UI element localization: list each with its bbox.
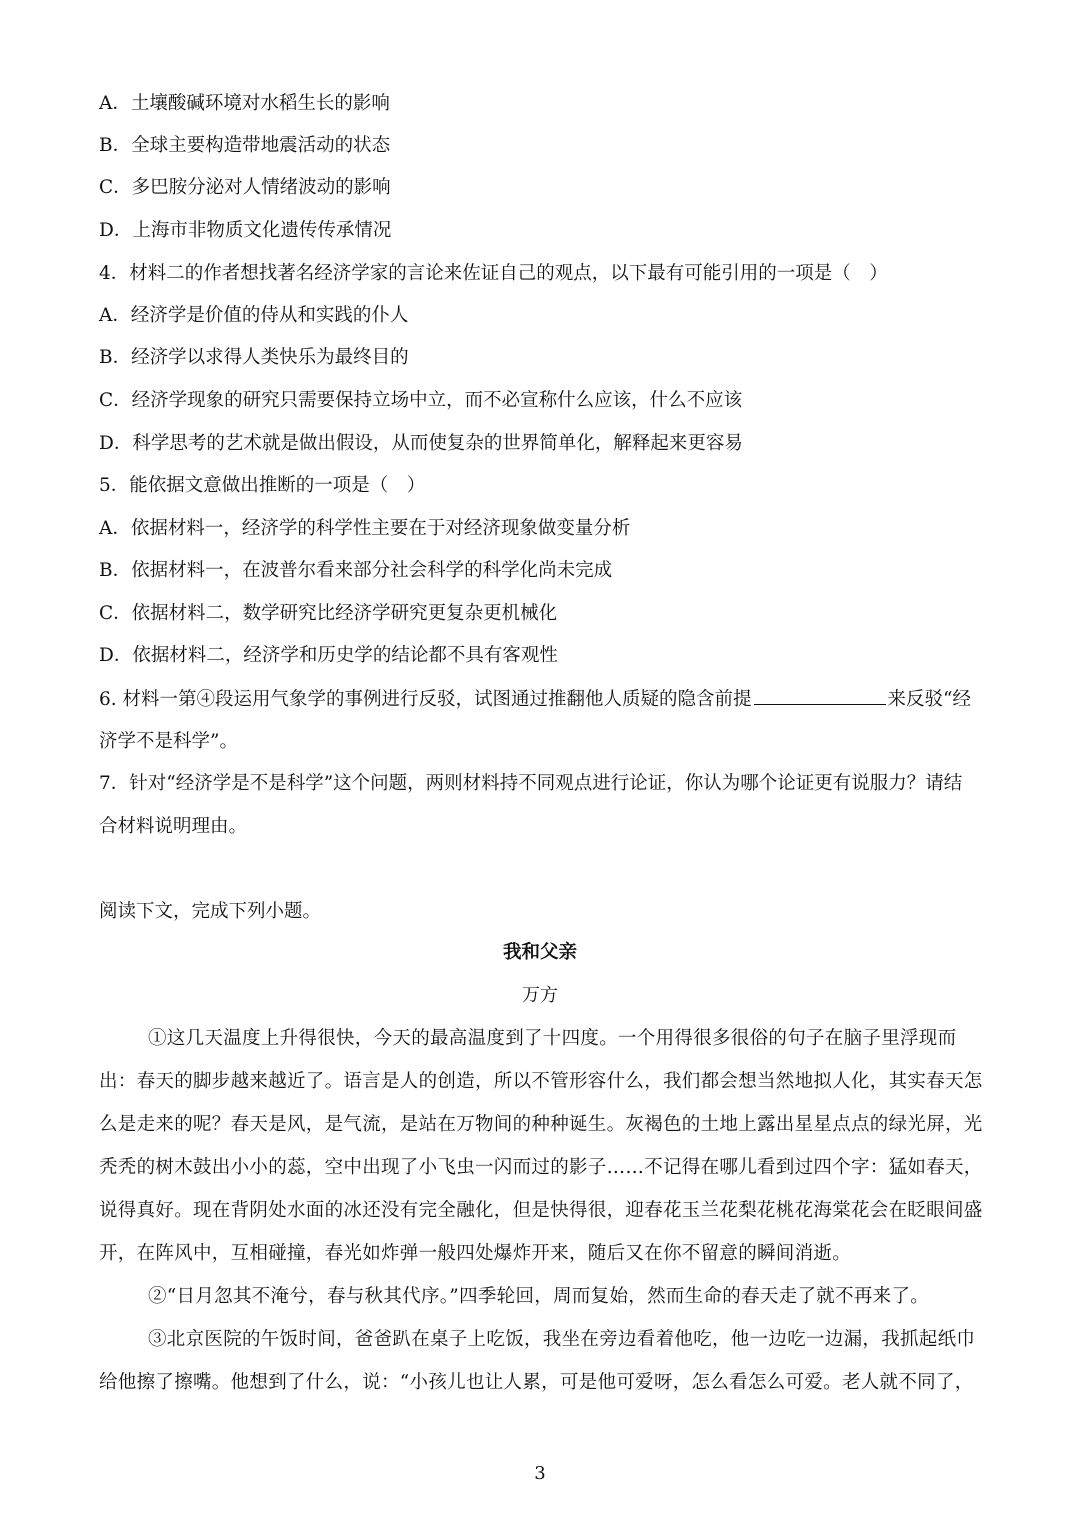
q3-option-d: D．上海市非物质文化遗传传承情况	[99, 220, 392, 241]
q5-option-a: A．依据材料一，经济学的科学性主要在于对经济现象做变量分析	[99, 518, 631, 539]
page-number: 3	[534, 1463, 546, 1484]
q6-line-2: 济学不是科学”。	[99, 731, 238, 752]
paragraph-1-text: ①这几天温度上升得很快，今天的最高温度到了十四度。一个用得很多很俗的句子在脑子里浮现而出：春天的脚步越来越近了。语言是人的创造，所以不管形容什么，我们都会想当然地拟人化，其实春天怎么是走来的呢？春天是风，是气流，是站在万物间的种种诞生。灰褐色的土地上露出星星点点的绿光屏，光秃秃的树木鼓出小小的蕊，空中出现了小飞虫一闪而过的影子……不记得在哪儿看到过四个字：猛如春天，说得真好。现在背阴处水面的冰还没有完全融化，但是快得很，迎春花玉兰花梨花桃花海棠花会在眨眼间盛开，在阵风中，互相碰撞，春光如炸弹一般四处爆炸开来，随后又在你不留意的瞬间消逝。	[99, 1028, 983, 1264]
q5-stem: 5．能依据文意做出推断的一项是（ ）	[99, 475, 426, 496]
q4-option-c: C．经济学现象的研究只需要保持立场中立，而不必宣称什么应该，什么不应该	[99, 390, 743, 411]
article-paragraph-3	[99, 1318, 989, 1404]
paragraph-3-text: ③北京医院的午饭时间，爸爸趴在桌子上吃饭，我坐在旁边看着他吃，他一边吃一边漏，我抓起纸巾给他擦了擦嘴。他想到了什么，说：“小孩儿也让人累，可是他可爱呀，怎么看怎么可爱。老人就不同了，	[99, 1329, 976, 1393]
article-paragraph-2	[99, 1275, 989, 1318]
q5-option-b: B．依据材料一，在波普尔看来部分社会科学的科学化尚未完成	[99, 560, 613, 581]
q6-before-blank: 6. 材料一第④段运用气象学的事例进行反驳，试图通过推翻他人质疑的隐含前提	[99, 689, 752, 710]
q3-option-a: A．土壤酸碱环境对水稻生长的影响	[99, 93, 390, 114]
reading-intro: 阅读下文，完成下列小题。	[99, 901, 322, 922]
q4-option-a: A．经济学是价值的侍从和实践的仆人	[99, 305, 409, 326]
q4-option-b: B．经济学以求得人类快乐为最终目的	[99, 347, 409, 368]
q6-after-blank: 来反驳“经	[887, 689, 972, 710]
paragraph-2-text: ②“日月忽其不淹兮，春与秋其代序。”四季轮回，周而复始，然而生命的春天走了就不再来了。	[148, 1286, 930, 1307]
q3-option-b: B．全球主要构造带地震活动的状态	[99, 135, 391, 156]
q4-stem: 4．材料二的作者想找著名经济学家的言论来佐证自己的观点，以下最有可能引用的一项是（ ）	[99, 263, 888, 284]
q7-line-1: 7．针对“经济学是不是科学”这个问题，两则材料持不同观点进行论证，你认为哪个论证更有说服力？请结	[99, 773, 963, 794]
q3-option-c: C．多巴胺分泌对人情绪波动的影响	[99, 177, 391, 198]
article-author: 万方	[522, 985, 558, 1006]
article-title: 我和父亲	[502, 942, 577, 963]
q6-line-1	[99, 686, 989, 713]
q4-option-d: D．科学思考的艺术就是做出假设，从而使复杂的世界简单化，解释起来更容易	[99, 433, 743, 454]
q5-option-c: C．依据材料二，数学研究比经济学研究更复杂更机械化	[99, 603, 558, 624]
q5-option-d: D．依据材料二，经济学和历史学的结论都不具有客观性	[99, 645, 558, 666]
q7-line-2: 合材料说明理由。	[99, 816, 248, 837]
q6-answer-blank	[754, 686, 886, 705]
article-paragraph-1	[99, 1017, 989, 1275]
